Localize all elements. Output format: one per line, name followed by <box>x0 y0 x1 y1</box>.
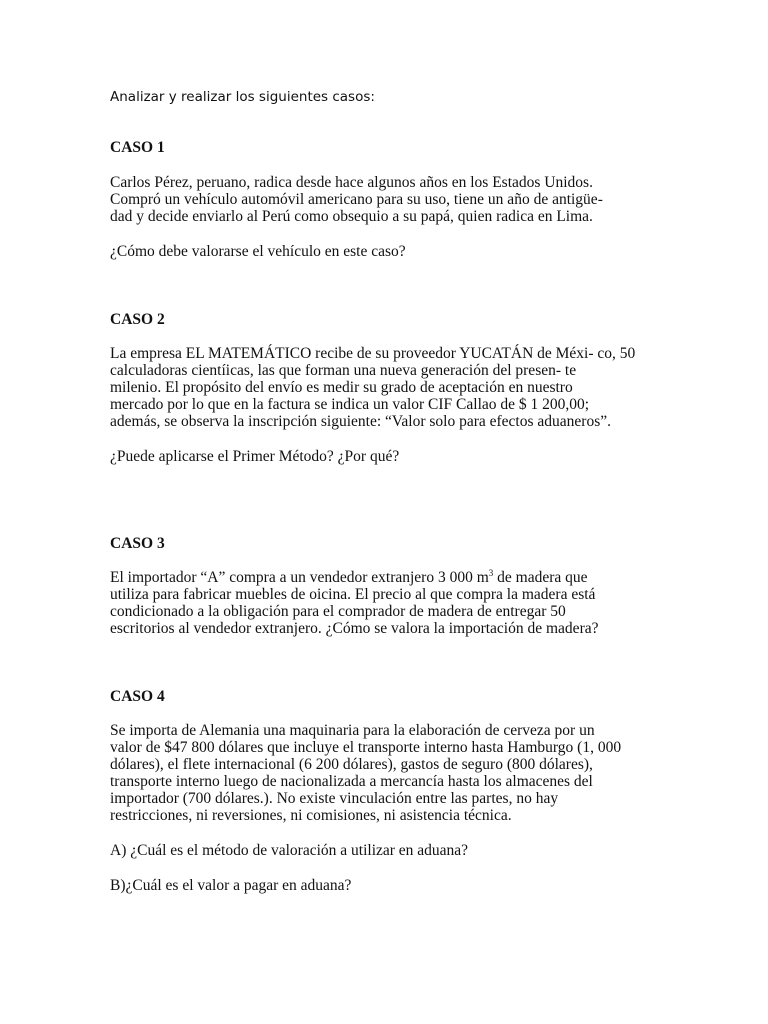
caso-1-line: Compró un vehículo automóvil americano para su uso, tiene un año de antigüe- <box>110 191 603 208</box>
caso-4-question-b: B)¿Cuál es el valor a pagar en aduana? <box>110 877 352 894</box>
caso-4-line: transporte interno luego de nacionalizada a mercancía hasta los almacenes del <box>110 773 593 790</box>
caso-1-line: Carlos Pérez, peruano, radica desde hace algunos años en los Estados Unidos. <box>110 174 593 191</box>
caso-3-line: utiliza para fabricar muebles de oicina. El precio al que compra la madera está <box>110 586 596 603</box>
caso-2-line: milenio. El propósito del envío es medir su grado de aceptación en nuestro <box>110 379 573 396</box>
caso-4-question-a: A) ¿Cuál es el método de valoración a utilizar en aduana? <box>110 842 469 859</box>
caso-4-line: valor de $47 800 dólares que incluye el transporte interno hasta Hamburgo (1, 000 <box>110 739 622 756</box>
caso-1-question: ¿Cómo debe valorarse el vehículo en este caso? <box>110 243 406 260</box>
caso-4-line: Se importa de Alemania una maquinaria para la elaboración de cerveza por un <box>110 722 595 739</box>
caso-4-line: dólares), el flete internacional (6 200 dólares), gastos de seguro (800 dólares), <box>110 756 593 773</box>
caso-2-line: mercado por lo que en la factura se indica un valor CIF Callao de $ 1 200,00; <box>110 396 590 413</box>
intro-text: Analizar y realizar los siguientes casos: <box>110 89 375 105</box>
cubic-superscript: 3 <box>488 567 494 578</box>
caso-2-heading: CASO 2 <box>110 311 165 328</box>
caso-3-line-text: El importador “A” compra a un vendedor extranjero 3 000 m <box>110 569 489 586</box>
caso-2-line: La empresa EL MATEMÁTICO recibe de su proveedor YUCATÁN de Méxi- co, 50 <box>110 345 636 362</box>
caso-3-line: escritorios al vendedor extranjero. ¿Cómo se valora la importación de madera? <box>110 620 599 637</box>
caso-4-heading: CASO 4 <box>110 688 165 705</box>
caso-4-line: restricciones, ni reversiones, ni comisiones, ni asistencia técnica. <box>110 807 512 824</box>
caso-3-heading: CASO 3 <box>110 535 165 552</box>
caso-4-line: importador (700 dólares.). No existe vinculación entre las partes, no hay <box>110 790 559 807</box>
caso-3-line-text: de madera que <box>493 569 588 586</box>
caso-3-line <box>110 569 588 586</box>
caso-1-heading: CASO 1 <box>110 139 165 156</box>
caso-2-question: ¿Puede aplicarse el Primer Método? ¿Por qué? <box>110 448 400 465</box>
caso-3-line: condicionado a la obligación para el comprador de madera de entregar 50 <box>110 603 566 620</box>
caso-2-line: además, se observa la inscripción siguiente: “Valor solo para efectos aduaneros”. <box>110 413 611 430</box>
caso-2-line: calculadoras cientíicas, las que forman una nueva generación del presen- te <box>110 362 577 379</box>
caso-1-line: dad y decide enviarlo al Perú como obsequio a su papá, quien radica en Lima. <box>110 208 593 225</box>
